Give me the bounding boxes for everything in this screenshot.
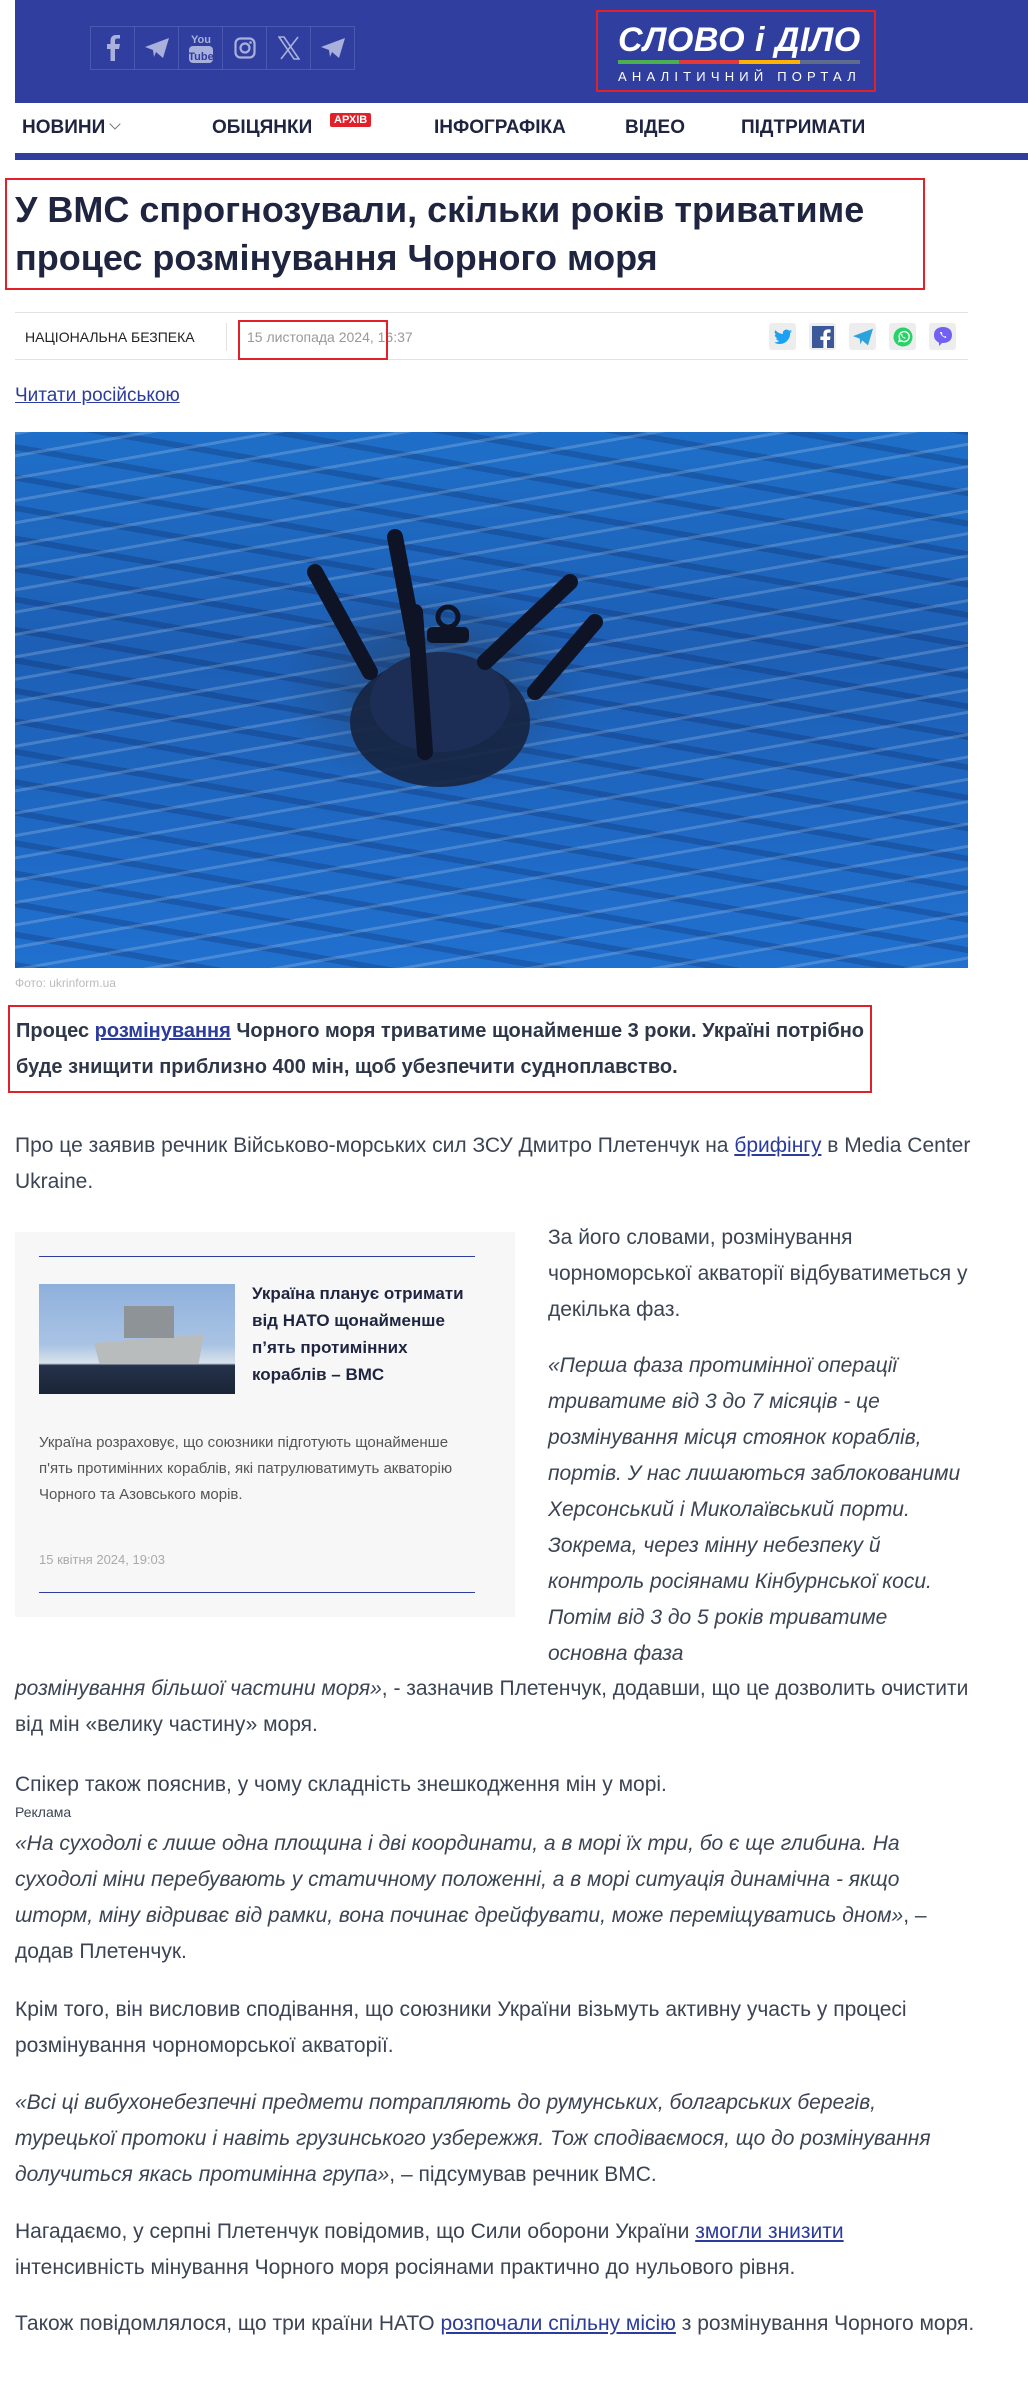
reduced-mining-link[interactable]: змогли знизити [695,2220,844,2243]
share-buttons [769,323,956,350]
image-caption: Фото: ukrinform.ua [15,976,116,990]
quote [15,1826,975,1970]
ad-label: Реклама [15,1804,72,1820]
telegram-icon [321,38,345,58]
paragraph-text: в Media Center Ukraine. [15,1134,971,1193]
sea-mine-illustration [15,432,968,968]
site-header [15,0,1028,103]
lead-text: Чорного моря триватиме щонайменше 3 роки. Україні потрібно буде знищити приблизно 400 мін, щоб убезпечити судноплавство. [16,1020,865,1078]
share-telegram-button[interactable] [849,323,876,350]
telegram-link[interactable] [134,26,179,70]
share-viber-button[interactable] [929,323,956,350]
facebook-icon [812,326,834,348]
related-article-description: Україна розраховує, що союзники підготують щонайменше п'ять протимінних кораблів, які патрулюватимуть акваторію Чорного та Азовського морів. [39,1434,453,1503]
article-meta [15,312,968,360]
ship-shape [94,1334,204,1364]
twitter-icon [774,329,792,345]
date-highlight [238,320,388,360]
youtube-link[interactable] [178,26,223,70]
paragraph [15,1128,975,1200]
facebook-icon [106,35,120,61]
paragraph [15,2306,975,2342]
related-article-title[interactable]: Україна планує отримати від НАТО щонайменше п’ять протимінних кораблів – ВМС [252,1284,464,1384]
category-link[interactable]: НАЦІОНАЛЬНА БЕЗПЕКА [25,329,195,345]
publish-date: 15 листопада 2024, 16:37 [247,329,413,345]
nav-item-label: ОБІЦЯНКИ [212,117,313,138]
card-divider [39,1592,475,1593]
paragraph: За його словами, розмінування чорноморської акваторії відбуватиметься у декілька фаз. [548,1226,968,1321]
logo-title: СЛОВО і ДІЛО [618,21,861,59]
x-link[interactable] [266,26,311,70]
paragraph-text: , – додав Плетенчук. [15,1904,927,1963]
svg-text:Tube: Tube [187,51,214,63]
nav-item-video[interactable]: ВІДЕО [625,117,685,138]
quote-text: «Всі ці вибухонебезпечні предмети потрапляють до румунських, болгарських берегів, турецької протоки і навіть грузинського узбережжя. Тож сподіваємося, що до розмінування долучиться якась протимінна група» [15,2091,931,2186]
instagram-icon [234,37,256,59]
site-logo[interactable] [596,10,876,92]
paragraph-text: Нагадаємо, у серпні Плетенчук повідомив, що Сили оборони України [15,2220,696,2243]
viber-icon [933,326,953,348]
logo-color-bar [618,60,860,64]
nav-item-support[interactable]: ПІДТРИМАТИ [741,117,866,138]
telegram-channel-link[interactable] [310,26,355,70]
quote-text: розмінування більшої частини моря» [15,1677,382,1700]
main-nav [15,103,1028,153]
article-title: У ВМС спрогнозували, скільки років триватиме процес розмінування Чорного моря [15,189,865,278]
joint-mission-link[interactable]: розпочали спільну місію [440,2312,676,2335]
svg-text:You: You [190,34,211,46]
briefing-link[interactable]: брифінгу [734,1134,822,1157]
demining-link[interactable]: розмінування [94,1020,231,1042]
paragraph [15,2214,975,2286]
paragraph-text: , – підсумував речник ВМС. [389,2163,657,2186]
x-icon [278,36,300,60]
telegram-icon [145,38,169,58]
quote-text: «На суходолі є лише одна площина і дві координати, а в морі їх три, бо є ще глибина. На суходолі міни перебувають у статичному положенні, а в морі ситуація динамічна - якщо шторм, міну відриває від рамки, вона починає дрейфувати, може переміщуватись дном» [15,1832,904,1927]
paragraph-text: з розмінування Чорного моря. [675,2312,975,2335]
paragraph: Спікер також пояснив, у чому складність знешкодження мін у морі. [15,1773,667,1796]
whatsapp-icon [893,327,913,347]
share-facebook-button[interactable] [809,323,836,350]
read-russian-link[interactable]: Читати російською [15,385,180,406]
instagram-link[interactable] [222,26,267,70]
archive-badge[interactable]: АРХІВ [330,113,371,127]
paragraph-text: , - зазначив Плетенчук, додавши, що це дозволить очистити від мін «велику частину» моря. [15,1677,969,1736]
card-divider [39,1256,475,1257]
quote-text: «Перша фаза протимінної операції триватиме від 3 до 7 місяців - це розмінування місця стоянок кораблів, портів. У нас лишаються заблокованими Херсонський і Миколаївський порти. Зокрема, через мінну небезпеку й контроль росіянами Кінбурнської коси. Потім від 3 до 5 років триватиме основна фаза [548,1354,961,1665]
social-links [90,26,354,70]
related-article-image[interactable] [39,1284,235,1394]
nav-divider [15,153,1028,160]
facebook-link[interactable] [90,26,135,70]
paragraph-text: Також повідомлялося, що три країни НАТО [15,2312,441,2335]
telegram-icon [853,328,873,346]
paragraph-text: інтенсивність мінування Чорного моря росіянами практично до нульового рівня. [15,2256,796,2279]
chevron-down-icon [110,118,121,129]
share-whatsapp-button[interactable] [889,323,916,350]
title-highlight [5,178,925,290]
lead-highlight [8,1005,872,1093]
hero-image [15,432,968,968]
paragraph-text: Про це заявив речник Військово-морських сил ЗСУ Дмитро Плетенчук на [15,1134,735,1157]
article-lead [16,1013,866,1085]
lead-text: Процес [16,1020,95,1042]
nav-item-infographics[interactable]: ІНФОГРАФІКА [434,117,566,138]
paragraph [15,1671,975,1743]
youtube-icon [188,32,214,64]
share-twitter-button[interactable] [769,323,796,350]
ship-superstructure [124,1306,174,1338]
paragraph: Крім того, він висловив сподівання, що союзники України візьмуть активну участь у процесі розмінування чорноморської акваторії. [15,1998,907,2057]
quote [15,2085,975,2193]
related-article-date: 15 квітня 2024, 19:03 [39,1552,166,1567]
nav-item-label: НОВИНИ [22,117,106,138]
related-article-card[interactable] [15,1232,515,1617]
nav-item-news[interactable] [22,117,119,139]
meta-divider [226,323,227,351]
quote [548,1348,968,1672]
nav-item-promises[interactable] [212,117,312,139]
logo-subtitle: АНАЛІТИЧНИЙ ПОРТАЛ [618,69,861,84]
